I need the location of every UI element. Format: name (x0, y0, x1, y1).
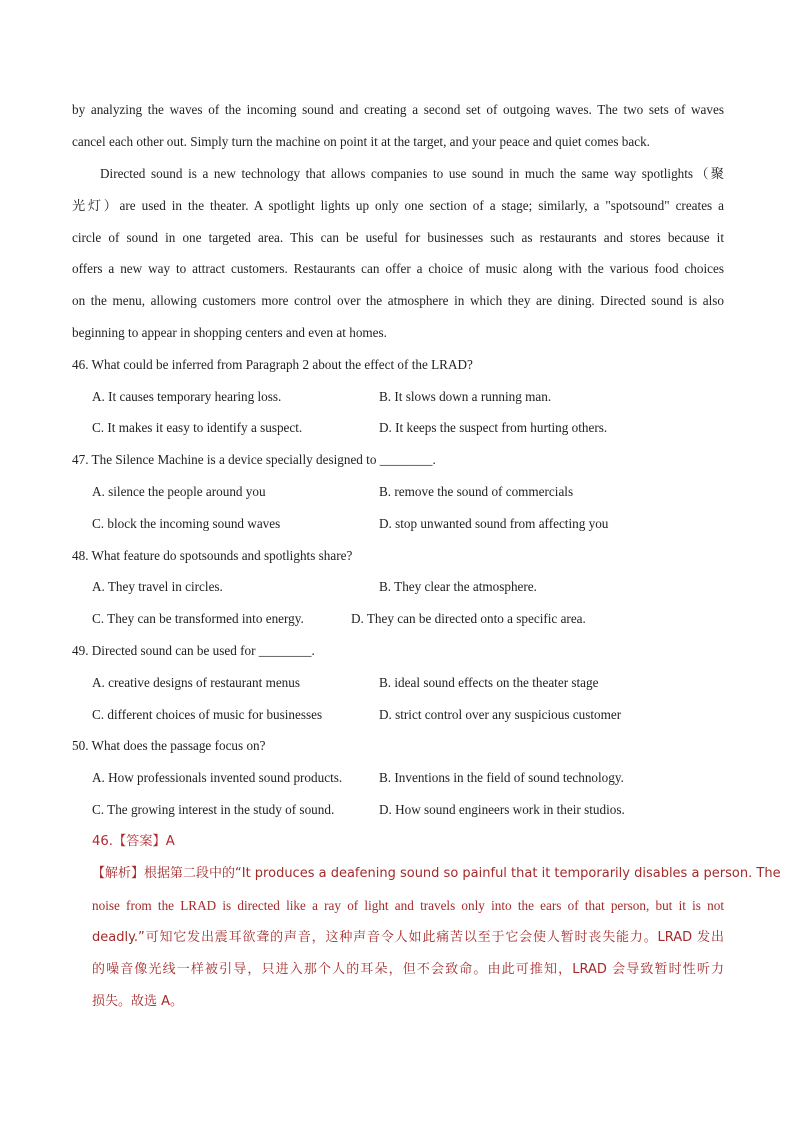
option-c: C. different choices of music for businesses (92, 707, 323, 722)
option-d: D. strict control over any suspicious customer (379, 707, 622, 722)
option-a: A. creative designs of restaurant menus (92, 675, 300, 690)
option-d: D. It keeps the suspect from hurting others. (379, 420, 608, 435)
passage-line: by analyzing the waves of the incoming sound and creating a second set of outgoing waves. The two sets of waves (72, 102, 724, 117)
option-a: A. They travel in circles. (92, 579, 223, 594)
option-d: D. stop unwanted sound from affecting you (379, 516, 609, 531)
passage-line: on the menu, allowing customers more control over the atmosphere in which they are dining. Directed sound is also (72, 293, 724, 308)
explanation-line: 的噪音像光线一样被引导，只进入那个人的耳朵，但不会致命。由此可推知，LRAD 会导致暂时性听力 (92, 962, 724, 977)
passage-line: offers a new way to attract customers. Restaurants can offer a choice of music along with the various food choices (72, 261, 724, 276)
option-c: C. block the incoming sound waves (92, 516, 281, 531)
option-a: A. It causes temporary hearing loss. (92, 389, 282, 404)
option-b: B. Inventions in the field of sound technology. (379, 770, 624, 785)
option-b: B. ideal sound effects on the theater stage (379, 675, 599, 690)
explanation-line: deadly.”可知它发出震耳欲聋的声音，这种声音令人如此痛苦以至于它会使人暂时丧失能力。LRAD 发出 (92, 930, 724, 945)
option-a: A. How professionals invented sound products. (92, 770, 343, 785)
option-d: D. They can be directed onto a specific area. (351, 611, 586, 626)
option-b: B. remove the sound of commercials (379, 484, 574, 499)
option-b: B. It slows down a running man. (379, 389, 552, 404)
explanation-line: noise from the LRAD is directed like a ray of light and travels only into the ears of that person, but it is not (92, 898, 724, 913)
passage-line: beginning to appear in shopping centers and even at homes. (72, 325, 387, 340)
passage-line: cancel each other out. Simply turn the machine on point it at the target, and your peace and quiet comes back. (72, 134, 650, 149)
question-stem: 47. The Silence Machine is a device specially designed to ________. (72, 452, 436, 467)
question-stem: 48. What feature do spotsounds and spotlights share? (72, 548, 353, 563)
question-stem: 50. What does the passage focus on? (72, 738, 266, 753)
option-c: C. They can be transformed into energy. (92, 611, 304, 626)
answer-label: 46.【答案】A (92, 834, 175, 849)
option-b: B. They clear the atmosphere. (379, 579, 537, 594)
question-stem: 49. Directed sound can be used for ________. (72, 643, 315, 658)
question-stem: 46. What could be inferred from Paragraph 2 about the effect of the LRAD? (72, 357, 473, 372)
passage-line: circle of sound in one targeted area. This can be useful for businesses such as restaurants and stores because it (72, 230, 724, 245)
option-d: D. How sound engineers work in their studios. (379, 802, 625, 817)
passage-line: 光灯）are used in the theater. A spotlight lights up only one section of a stage; similarly, a "spotsound" creates a (72, 198, 724, 213)
explanation-line: 损失。故选 A。 (92, 994, 184, 1009)
passage-line: Directed sound is a new technology that allows companies to use sound in much the same way spotlights（聚 (100, 166, 724, 181)
option-a: A. silence the people around you (92, 484, 266, 499)
option-c: C. The growing interest in the study of sound. (92, 802, 335, 817)
explanation-line: 【解析】根据第二段中的“It produces a deafening sound so painful that it temporarily disables a person. The (92, 866, 781, 881)
option-c: C. It makes it easy to identify a suspect. (92, 420, 303, 435)
